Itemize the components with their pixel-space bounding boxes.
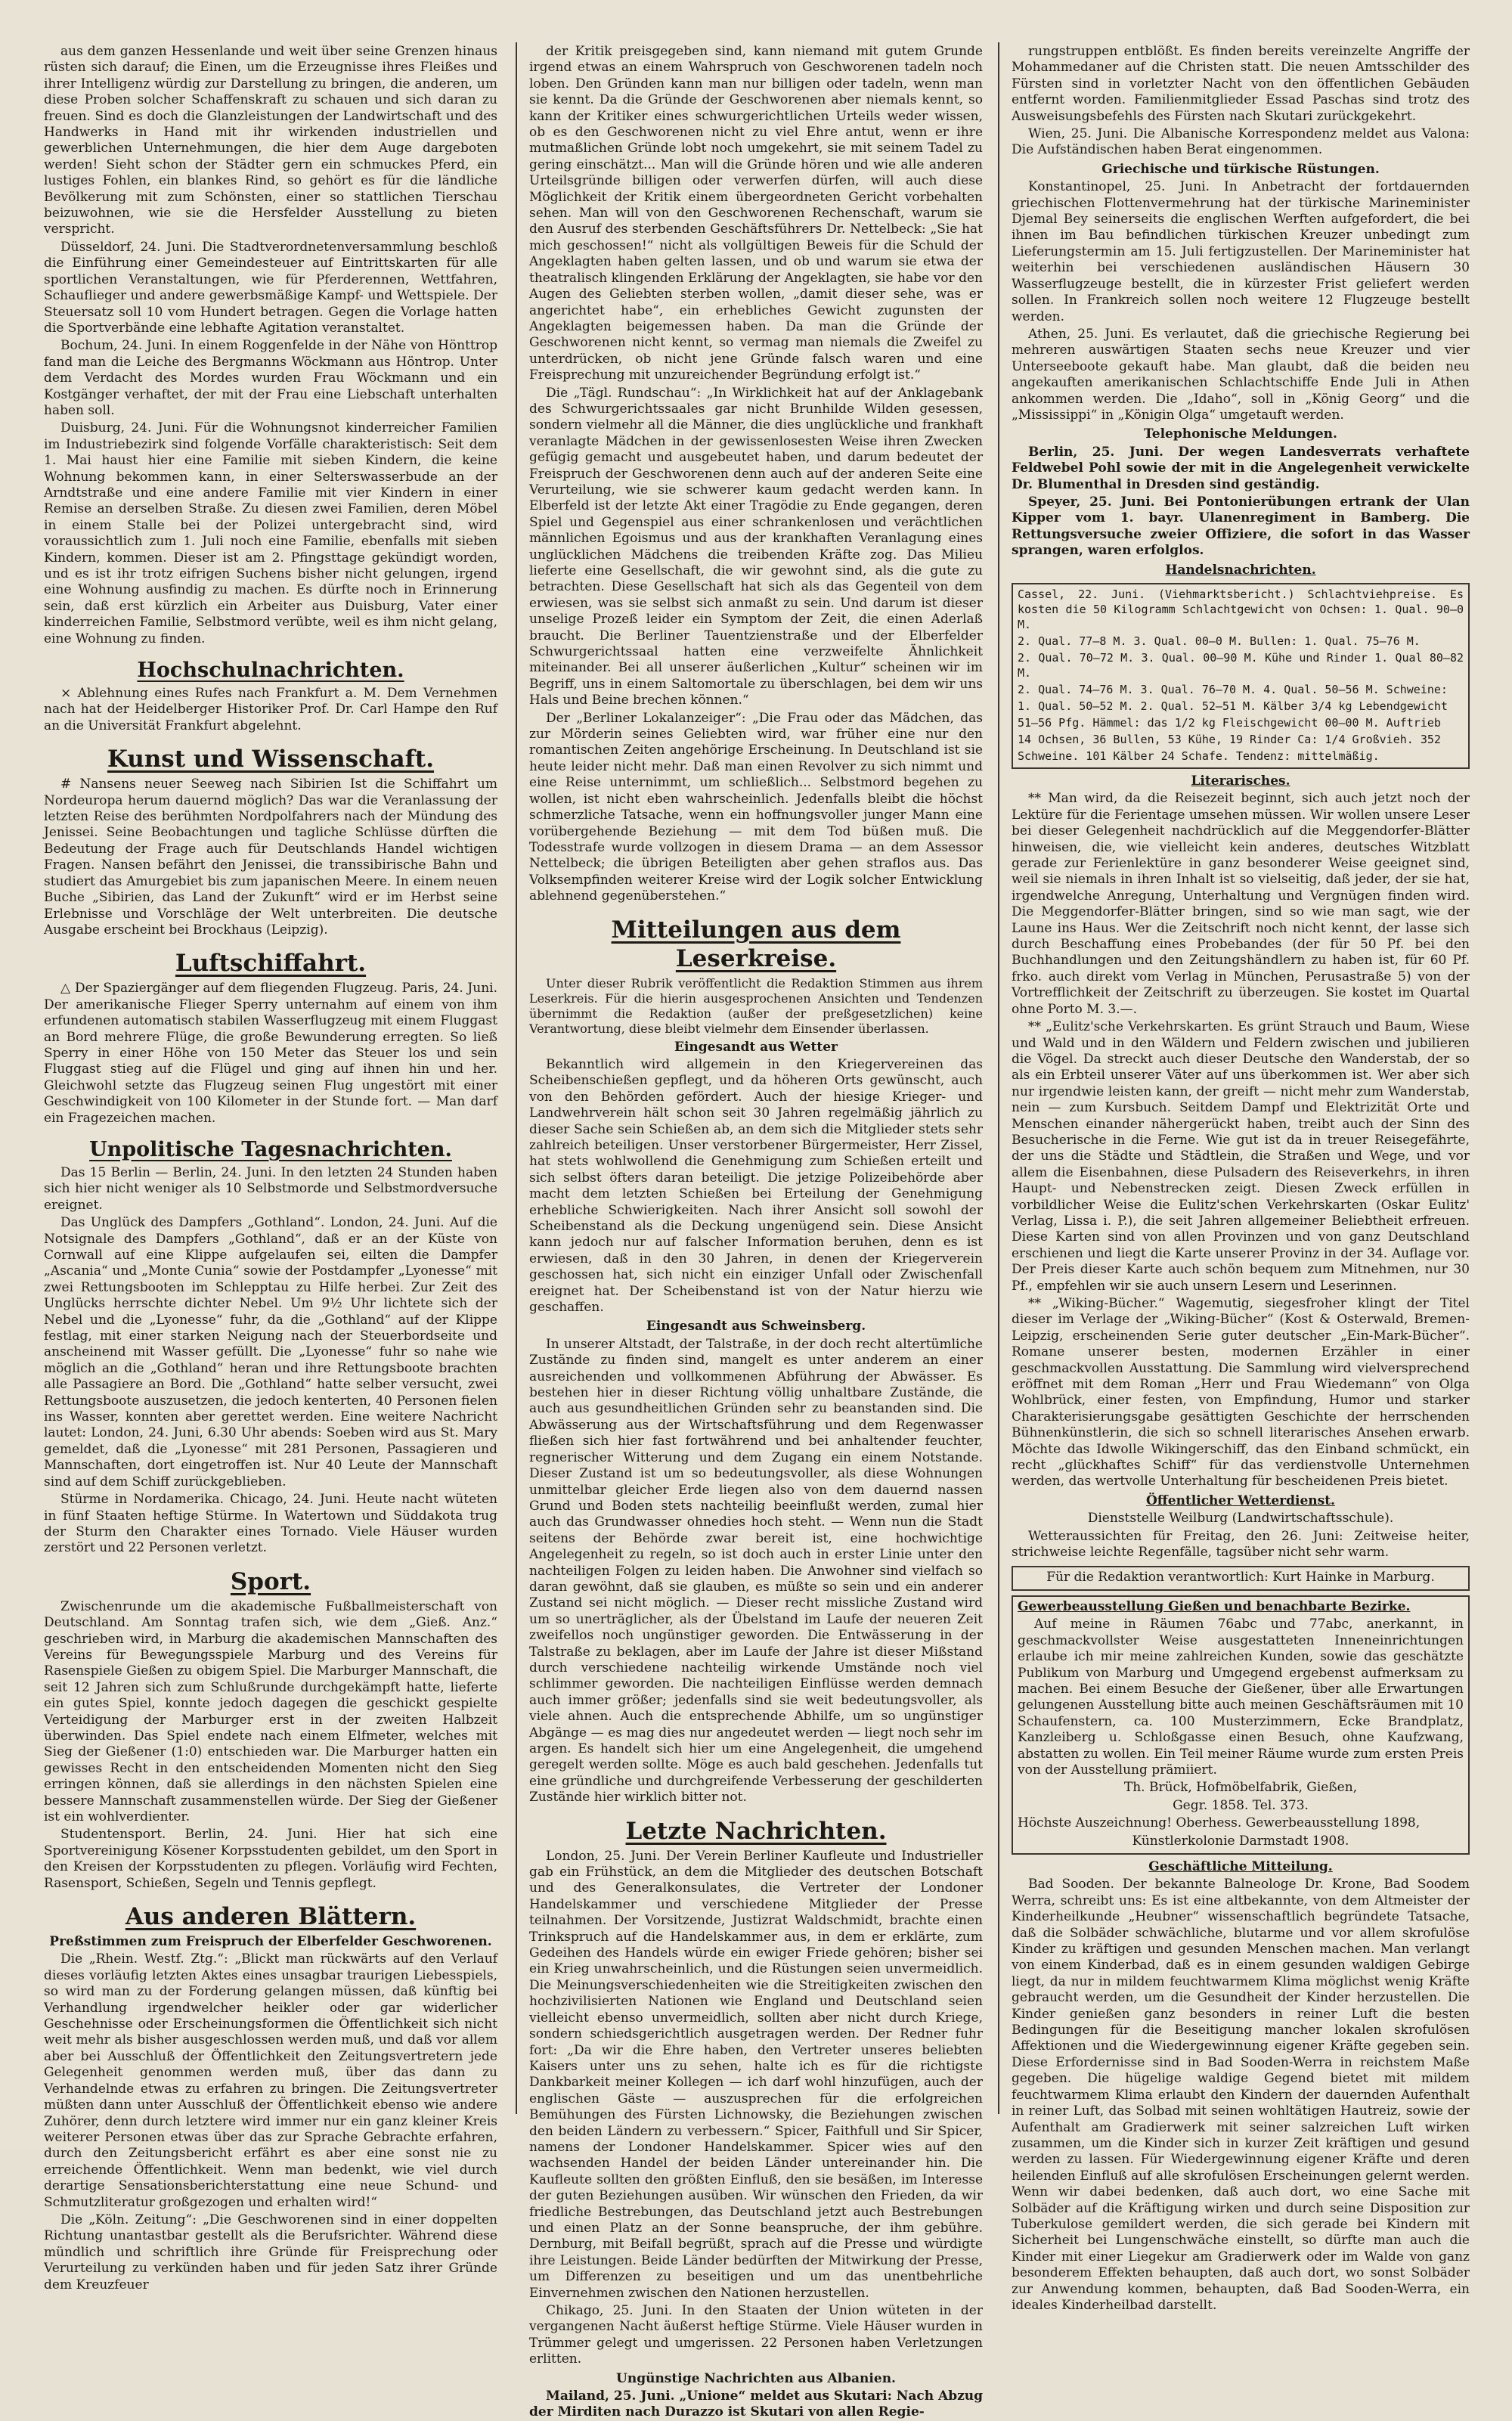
section-subheading: Griechische und türkische Rüstungen. bbox=[1101, 161, 1380, 177]
weather-station: Dienststelle Weilburg (Landwirtschaftsschule). bbox=[1087, 1511, 1394, 1527]
article-paragraph: Zwischenrunde um die akademische Fußballmeisterschaft von Deutschland. Am Sonntag trafen sich, wie dem „Gieß. Anz.“ geschrieben wird, in Marburg die akademischen Mannschaften des Vereins für Bewegungsspiele Marburg und des Vereins für Rasenspiele Gießen zu obigem Spiel. Die Marburger Mannschaft, die seit 12 Jahren sich zum Schlußrunde durchgekämpft hatte, lieferte ein gutes Spiel, konnte jedoch dagegen die geschickt gespielte Verteidigung der Marburger erst in der zweiten Halbzeit überwinden. Das Spiel endete nach einem Elfmeter, welches mit Sieg der Gießener (1:0) entschieden war. Die Marburger hatten ein gewisses Recht in den entscheidenden Momenten nicht den Sieg erringen können, daß sie allerdings in den nächsten Spielen eine bessere Mannschaft zusammenstellen würde. Der Sieg der Gießener ist ein wohlverdienter. bbox=[44, 1598, 497, 1824]
section-subheading: Geschäftliche Mitteilung. bbox=[1148, 1859, 1333, 1874]
article-paragraph: Bochum, 24. Juni. In einem Roggenfelde in der Nähe von Hönttrop fand man die Leiche des Bergmanns Wöckmann aus Höntrop. Unter dem Verdacht des Mordes wurden Frau Wöckmann und ein Kostgänger verhaftet, der mit der Frau eine Liebschaft unterhalten haben soll. bbox=[44, 338, 497, 418]
article-paragraph: Mailand, 25. Juni. „Unione“ meldet aus Skutari: Nach Abzug der Mirditen nach Durazzo ist Skutari von allen Regie- bbox=[529, 2388, 983, 2420]
market-report-box bbox=[1012, 583, 1470, 769]
weather-forecast: Wetteraussichten für Freitag, den 26. Juni: Zeitweise heiter, strichweise leichte Regenfälle, tagsüber nicht sehr warm. bbox=[1012, 1528, 1470, 1561]
section-heading: Letzte Nachrichten. bbox=[625, 1817, 887, 1845]
article-paragraph: In unserer Altstadt, der Talstraße, in der doch recht altertümliche Zustände zu finden sind, mangelt es unter anderem an einer ausreichenden und vollkommenen Abführung der Abwässer. Es bestehen hier in dieser Richtung völlig unhaltbare Zustände, die auch aus gesundheitlichen Gründen sehr zu beanstanden sind. Die Abwässerung aus der Wirtschaftsführung und dem Regenwasser fließen sich hier fast fortwährend und bei anhaltender feuchter, regnerischer Witterung und dem Zugang ein einem Notstande. Dieser Zustand ist um so bedeutungsvoller, als diese Wohnungen unmittelbar gleicher Erde liegen also von dem dauernd nassen Grund und Boden stets nachteilig beeinflußt werden, zumal hier auch das Grundwasser ohnedies hoch steht. — Wenn nun die Stadt seitens der Behörde zwar bereit ist, eine hochwichtige Angelegenheit zu regeln, so ist doch auch in erster Linie unter den nachteiligen Folgen zu leiden haben. Die Anwohner sind vielfach so daran gewöhnt, daß sie glauben, es müßte so sein und ein anderer Zustand sei nicht möglich. — Dieser recht missliche Zustand wird um so unerträglicher, als der Übelstand im Laufe der neueren Zeit zweifellos noch ungünstiger geworden. Die Entwässerung in der Talstraße zu beklagen, aber im Laufe der Jahre ist dieser Mißstand durch verschiedene nachteilig wirkende Umstände noch viel schlimmer geworden. Die nachteiligen Einflüsse werden demnach auch immer größer; jedenfalls sind sie weit bedeutungsvoller, als viele ahnen. Auch die entsprechende Abhilfe, um so ungünstiger Abgänge — es mag dies nur angedeutet werden — liegt noch sehr im argen. Es handelt sich hier um eine Angelegenheit, die umgehend geregelt werden sollte. Möge es auch bald geschehen. Jedenfalls tut eine gründliche und durchgreifende Verbesserung der geschilderten Zustände hier wirklich bitter not. bbox=[529, 1336, 983, 1806]
market-line: Schweine. 101 Kälber 24 Schafe. Tendenz: mittelmäßig. bbox=[1018, 749, 1380, 763]
section-heading: Unpolitische Tagesnachrichten. bbox=[89, 1137, 452, 1161]
column-2 bbox=[529, 44, 983, 2420]
column-1 bbox=[44, 44, 497, 2292]
market-line: 1. Qual. 50—52 M. 2. Qual. 52—51 M. Kälber 3/4 kg Lebendgewicht bbox=[1018, 699, 1448, 713]
column-rule bbox=[998, 42, 999, 2114]
article-paragraph: Chikago, 25. Juni. In den Staaten der Union wüteten in der vergangenen Nacht äußerst heftige Stürme. Viele Häuser wurden in Trümmer gelegt und umgerissen. 22 Personen haben Verletzungen erlitten. bbox=[529, 2303, 983, 2367]
article-paragraph: Duisburg, 24. Juni. Für die Wohnungsnot kinderreicher Familien im Industriebezirk sind folgende Vorfälle charakteristisch: Seit dem 1. Mai haust hier eine Familie mit sieben Kindern, die keine Wohnung bekommen kann, in einer Selterswasserbude an der Arndtstraße und eine andere Familie mit vier Kindern in einer Remise an derselben Straße. Zu diesen zwei Familien, deren Möbel in einem Stalle bei der Polizei untergebracht sind, wird voraussichtlich zum 1. Juli noch eine Familie, ebenfalls mit sieben Kindern, kommen. Dieser ist am 2. Pfingsttage gekündigt worden, und es ist ihr trotz eifrigen Suchens bisher nicht gelungen, irgend eine Wohnung ausfindig zu machen. Es dürfte noch in Erinnerung sein, daß erst kürzlich ein Arbeiter aus Duisburg, Vater einer kinderreichen Familie, Selbstmord verübte, weil es ihm nicht gelang, eine Wohnung zu finden. bbox=[44, 420, 497, 646]
section-heading: Sport. bbox=[230, 1567, 311, 1595]
article-paragraph: Studentensport. Berlin, 24. Juni. Hier hat sich eine Sportvereinigung Kösener Korpsstudenten gebildet, um den Sport in den Kreisen der Korpsstudenten zu pflegen. Vorläufig wird Fechten, Rasensport, Schießen, Segeln und Tennis gepflegt. bbox=[44, 1827, 497, 1891]
section-subheading: Telephonische Meldungen. bbox=[1144, 426, 1337, 442]
section-subheading: Literarisches. bbox=[1191, 773, 1290, 789]
editor-line: Für die Redaktion verantwortlich: Kurt Hainke in Marburg. bbox=[1046, 1569, 1435, 1585]
article-paragraph: Der „Berliner Lokalanzeiger“: „Die Frau oder das Mädchen, das zur Mörderin seines Geliebten wird, war früher eine nur den romantischen Zeiten angehörige Erscheinung. In Deutschland ist sie heute leider nicht mehr. Daß man einen Revolver zu sich nimmt und eine Reise unternimmt, um schließlich... Selbstmord begehen zu wollen, ist nicht eben wahrscheinlich. Jedenfalls bleibt die höchst schmerzliche Tatsache, wenn ein hoffnungsvoller junger Mann eine vorübergehende Beziehung — mit dem Tod büßen muß. Die Todesstrafe wurde vollzogen in diesem Drama — an dem Assessor Nettelbeck; die übrigen Beteiligten aber gehen straflos aus. Das Volksempfinden weiterer Kreise wird der Logik solcher Entwicklung ablehnend gegenüberstehen.“ bbox=[529, 710, 983, 904]
article-paragraph: △ Der Spaziergänger auf dem fliegenden Flugzeug. Paris, 24. Juni. Der amerikanische Flieger Sperry unternahm auf einem von ihm erfundenen automatisch stabilen Wasserflugzeug mit einem Fluggast an Bord mehrere Flüge, die große Bewunderung erregten. So ließ Sperry in einer Höhe von 150 Meter das Steuer los und sein Fluggast stieg auf die Flügel und ging auf ihnen hin und her. Gleichwohl setzte das Flugzeug seinen Flug ungestört mit einer Geschwindigkeit von 100 Kilometer in der Stunde fort. — Man darf ein Fragezeichen machen. bbox=[44, 981, 497, 1126]
article-paragraph: der Kritik preisgegeben sind, kann niemand mit gutem Grunde irgend etwas an einem Wahrspruch von Geschworenen tadeln noch loben. Den Gründen kann man nur billigen oder tadeln, wenn man sie kennt. Da die Gründe der Geschworenen aber niemals kennt, so kann der Kritiker eines schwurgerichtlichen Urteils weder wissen, ob es den Geschworenen nicht zu viel Ehre antut, wenn er ihre mutmaßlichen Gründe lobt noch umgekehrt, sie mit seinem Tadel zu gering einschätzt... Man will die Gründe hören und wie alle anderen Urteilsgründe billigen oder verwerfen dürfen, will auch diese Möglichkeit der Kritik einem übergeordneten Gericht vorbehalten sehen. Man will von den Geschworenen Rechenschaft, warum sie den Ausruf des sterbenden Geschäftsführers Dr. Nettelbeck: „Sie hat mich geschossen!“ nicht als vollgültigen Beweis für die Schuld der Angeklagten haben gelten lassen, und ob und warum sie etwa der theatralisch klingenden Erklärung der Angeklagten, sie habe vor den Augen des Geliebten sterben wollen, „damit dieser sehe, was er angerichtet habe“, ein erhebliches Gewicht zugunsten der Angeklagten beigemessen haben. Da man die Gründe der Geschworenen nicht kennt, so vermag man niemals die Zweifel zu unterdrücken, ob nicht jene Gründe falsch waren und eine Freisprechung mit unzureichender Begründung erfolgt ist.“ bbox=[529, 44, 983, 383]
article-paragraph: aus dem ganzen Hessenlande und weit über seine Grenzen hinaus rüsten sich darauf; die Einen, um die Erzeugnisse ihres Fleißes und ihrer Intelligenz würdig zur Darstellung zu bringen, die anderen, um diese Proben solcher Schaffenskraft zu schauen und sich daran zu freuen. Sind es doch die Glanzleistungen der Landwirtschaft und des Handwerks in Hand mit ihr wirkenden industriellen und gewerblichen Unternehmungen, die hier dem Auge dargeboten werden! Sieht schon der Städter gern ein schmuckes Pferd, ein lustiges Fohlen, ein blankes Rind, so gehört es für die ländliche Bevölkerung mit zum Schönsten, einer so stattlichen Tierschau beizuwohnen, wie sie die Hersfelder Ausstellung zu bieten verspricht. bbox=[44, 44, 497, 237]
section-heading: Luftschiffahrt. bbox=[175, 950, 367, 978]
article-paragraph: × Ablehnung eines Rufes nach Frankfurt a. M. Dem Vernehmen nach hat der Heidelberger Historiker Prof. Dr. Carl Hampe den Ruf an die Universität Frankfurt abgelehnt. bbox=[44, 686, 497, 733]
section-subheading: Ungünstige Nachrichten aus Albanien. bbox=[616, 2370, 896, 2386]
article-paragraph: Das 15 Berlin — Berlin, 24. Juni. In den letzten 24 Stunden haben sich hier nicht weniger als 10 Selbstmorde und Selbstmordversuche ereignet. bbox=[44, 1164, 497, 1213]
column-rule bbox=[516, 42, 517, 2114]
section-subheading: Preßstimmen zum Freispruch der Elberfelder Geschworenen. bbox=[49, 1934, 492, 1950]
section-heading: Aus anderen Blättern. bbox=[125, 1903, 417, 1931]
editorial-note: Unter dieser Rubrik veröffentlicht die Redaktion Stimmen aus ihrem Leserkreis. Für die hierin ausgesprochenen Ansichten und Tendenzen übernimmt die Redaktion (außer der preßgesetzlichen) keine Verantwortung, diese bleibt vielmehr dem Einsender überlassen. bbox=[529, 975, 983, 1036]
article-paragraph: Berlin, 25. Juni. Der wegen Landesverrats verhaftete Feldwebel Pohl sowie der mit in die Angelegenheit verwickelte Dr. Blumenthal in Dresden sind geständig. bbox=[1012, 444, 1470, 492]
ad-founded: Gegr. 1858. Tel. 373. bbox=[1173, 1797, 1309, 1813]
ad-title: Gewerbeausstellung Gießen und benachbarte Bezirke. bbox=[1018, 1598, 1411, 1614]
article-paragraph: ** „Eulitz'sche Verkehrskarten. Es grünt Strauch und Baum, Wiese und Wald und in den Wäldern und Feldern zwischen und jubilieren die Vögel. Da streckt auch dieser Deutsche den Wanderstab, der so als ein Erbteil unserer Väter auf uns überkommen ist. Wer aber sich nur irgendwie leisten kann, der greift — nicht mehr zum Wanderstab, nein — zum Kursbuch. Seitdem Dampf und Elektrizität Orte und Menschen einander nähergerückt haben, treibt auch der Sinn des Besucherische in die Ferne. Wie gut ist da in treuer Reisegefährte, der uns die Städte und Städtlein, die Straßen und Wege, und vor allem die Eisenbahnen, diese Pulsadern des Reiseverkehrs, in ihren Haupt- und Nebenstrecken zeigt. Diesen Zweck erfüllen in vorbildlicher Weise die Eulitz'schen Verkehrskarten (Oskar Eulitz' Verlag, Lissa i. P.), die seit Jahren allgemeiner Beliebtheit erfreuen. Diese Karten sind von allen Provinzen und von ganz Deutschland erschienen und liegt die Karte unserer Provinz in der 34. Auflage vor. Der Preis dieser Karte auch schön bequem zum Mitnehmen, nur 30 Pf., empfehlen wir sie auch unsern Lesern und Leserinnen. bbox=[1012, 1019, 1470, 1294]
market-line: Cassel, 22. Juni. (Viehmarktsbericht.) Schlachtviehpreise. Es kosten die 50 Kilogramm Schlachtgewicht von Ochsen: 1. Qual. 90—0 M. bbox=[1018, 587, 1464, 631]
market-line: 2. Qual. 74—76 M. 3. Qual. 76—70 M. 4. Qual. 50—56 M. Schweine: bbox=[1018, 683, 1448, 696]
article-paragraph: ** Man wird, da die Reisezeit beginnt, sich auch jetzt noch der Lektüre für die Ferientage umsehen müssen. Wir wollen unsere Leser bei dieser Gelegenheit nachdrücklich auf die Meggendorfer-Blätter hinweisen, die, wie vielleicht kein anderes, deutsches Witzblatt gerade zur Ferienlektüre in ganz besonderer Weise geeignet sind, weil sie niemals in ihren Inhalt ist so vielseitig, daß jeder, der sie hat, irgendwelche Anregung, Unterhaltung und Vergnügen finden wird. Die Meggendorfer-Blätter bringen, sind so wie man sagt, wie der Laune ins Haus. Wer die Zeitschrift noch nicht kennt, der lasse sich durch Beschaffung eines Probebandes (der für 50 Pf. bei den Buchhandlungen und den Zeitungshändlern zu haben ist, für 60 Pf. frko. auch direkt vom Verlag in München, Perusastraße 5) von der Vortrefflichkeit der Zeitschrift zu überzeugen. Sie kostet im Quartal ohne Porto M. 3.—. bbox=[1012, 791, 1470, 1017]
advertisement-box bbox=[1012, 1595, 1470, 1855]
ad-firm: Th. Brück, Hofmöbelfabrik, Gießen, bbox=[1123, 1780, 1358, 1796]
section-heading: Hochschulnachrichten. bbox=[137, 659, 404, 683]
ad-award: Künstlerkolonie Darmstadt 1908. bbox=[1132, 1833, 1349, 1849]
section-heading: Mitteilungen aus dem Leserkreise. bbox=[611, 916, 901, 972]
article-paragraph: Die „Köln. Zeitung“: „Die Geschworenen sind in einer doppelten Richtung unantastbar gestellt als die Berufsrichter. Während diese mündlich und schriftlich ihre Gründe für Freisprechung oder Verurteilung zu verkünden haben und für jeden Satz ihrer Gründe dem Kreuzfeuer bbox=[44, 2212, 497, 2292]
article-paragraph: London, 25. Juni. Der Verein Berliner Kaufleute und Industrieller gab ein Frühstück, an dem die Mitglieder des deutschen Botschaft und des Generalkonsulates, die Vertreter der Londoner Handelskammer und verschiedene Mitglieder der Presse teilnahmen. Der Vorsitzende, Justizrat Waldschmidt, brachte einen Trinkspruch auf die Handelskammer aus, in dem er erklärte, zum Gedeihen des Handels würde ein ewiger Friede gehören; bisher sei ein Krieg unwahrscheinlich, und die Rüstungen seien unvermeidlich. Die Meinungsverschiedenheiten wie die Streitigkeiten zwischen den hochzivilisierten Nationen wie England und Deutschland seien vielleicht ebenso unvermeidlich, sollten aber nicht durch Kriege, sondern schiedsgerichtlich ausgetragen werden. Der Redner fuhr fort: „Da wir die Ehre haben, den Vertreter unseres beliebten Kaisers unter uns zu sehen, halte ich es für die richtigste Dankbarkeit meiner Kollegen — ich darf wohl hinzufügen, auch der englischen Gäste — auszusprechen für die erfolgreichen Bemühungen des Fürsten Lichnowsky, die Beziehungen zwischen den beiden Ländern zu verbessern.“ Spicer, Faithfull und Sir Spicer, namens der Londoner Handelskammer. Spicer wies auf den wachsenden Handel der beiden Länder untereinander hin. Die Kaufleute sollten den größten Einfluß, den sie besäßen, im Interesse der guten Beziehungen ausüben. Wir wünschen den Frieden, da wir friedliche Bestrebungen, das Deutschland jetzt auch Bestrebungen und einen Platz an der Sonne beanspruche, der ihm gebühre. Dernburg, mit Beifall begrüßt, sprach auf die Presse und würdigte ihre Leistungen. Beide Länder bedürften der Mitwirkung der Presse, um Differenzen zu beseitigen und um das unentbehrliche Einvernehmen zwischen den Nationen herzustellen. bbox=[529, 1848, 983, 2301]
market-line: 14 Ochsen, 36 Bullen, 53 Kühe, 19 Rinder Ca: 1/4 Großvieh. 352 bbox=[1018, 733, 1441, 746]
article-paragraph: ** „Wiking-Bücher.“ Wagemutig, siegesfroher klingt der Titel dieser im Verlage der „Wiking-Bücher“ (Kost & Osterwald, Bremen-Leipzig, erscheinenden Serie guter deutscher „Ein-Mark-Bücher“. Romane unserer besten, modernen Erzähler in einer geschmackvollen Ausstattung. Die Sammlung wird vielversprechend eröffnet mit dem Roman „Herr und Frau Wiedemann“ von Olga Wohlbrück, einer festen, von Empfindung, Humor und starker Charakterisierungsgabe gesättigten Geschichte der herrschenden Bühnenkünstlerin, die sich so schnell literarisches Ansehen erwarb. Möchte das Idwolle Wikingerschiff, das den Einband schmückt, ein recht „glückhaftes Schiff“ für das verdienstvolle Unternehmen werden, das wertvolle Unterhaltung für bescheidenen Preis bietet. bbox=[1012, 1296, 1470, 1489]
article-paragraph: # Nansens neuer Seeweg nach Sibirien Ist die Schiffahrt um Nordeuropa herum dauernd möglich? Das war die Veranlassung der letzten Reise des berühmten Nordpolfahrers nach der Mündung des Jenissei. Seine Beobachtungen und tagliche Schlüsse dürften die Bedeutung der Frage auch für Deutschlands Handel wichtigen Fragen. Nansen befährt den Jenissei, die transsibirische Bahn und studiert das Amurgebiet bis zum japanischen Meere. In einem neuen Buche „Sibirien, das Land der Zukunft“ wird er im Herbst seine Erlebnisse und Vorschläge der Welt unterbreiten. Die deutsche Ausgabe erscheint bei Brockhaus (Leipzig). bbox=[44, 777, 497, 938]
section-subheading: Eingesandt aus Schweinsberg. bbox=[646, 1319, 866, 1334]
article-paragraph: Die „Tägl. Rundschau“: „In Wirklichkeit hat auf der Anklagebank des Schwurgerichtssaales gar nicht Brunhilde Wilden gesessen, sondern vielmehr all die Männer, die dies unglückliche und frankhaft veranlagte Mädchen in der gewissenlosesten Weise ihren Zwecken gefügig gemacht und ausgebeutet haben, und darum bedeutet der Freispruch der Geschworenen denn auch auf der anderen Seite eine Verurteilung, wie sie schwerer kaum gedacht werden kann. In Elberfeld ist der letzte Akt einer Tragödie zu Ende gegangen, deren Spiel und Gegenspiel aus einer schrankenlosen und verächtlichen männlichen Egoismus und aus der krankhaften Veranlagung eines unglücklichen Mädchens die treibenden Kräfte zog. Das Milieu lieferte eine Gesellschaft, die wir gewohnt sind, als die gute zu betrachten. Diese Gesellschaft hat sich als das Gegenteil von dem erwiesen, was sie selbst sich anmaßt zu sein. Und darum ist dieser unselige Prozeß leider ein Symptom der Zeit, die einen Aderlaß braucht. Die Berliner Tauentzienstraße und der Elberfelder Schwurgerichtssaal hatten eine verzweifelte Ähnlichkeit miteinander. Bei all unserer äußerlichen „Kultur“ scheinen wir im Begriff, uns in einem Saltomortale zu überschlagen, bei dem wir uns Hals und Beine brechen können.“ bbox=[529, 385, 983, 708]
article-paragraph: Athen, 25. Juni. Es verlautet, daß die griechische Regierung bei mehreren auswärtigen Staaten sechs neue Kreuzer und vier Unterseeboote gekauft habe. Man glaubt, daß die beiden neu angekauften amerikanischen Schlachtschiffe Ende Juli in Athen ankommen werden. Die „Idaho“, soll in „König Georg“ und die „Mississippi“ in „Königin Olga“ umgetauft werden. bbox=[1012, 326, 1470, 423]
imprint-box bbox=[1012, 1566, 1470, 1591]
article-paragraph: Düsseldorf, 24. Juni. Die Stadtverordnetenversammlung beschloß die Einführung einer Gemeindesteuer auf Eintrittskarten für alle sportlichen Veranstaltungen, wie für Pferderennen, Wettfahren, Schauflieger und andere gewerbsmäßige Kampf- und Wettspiele. Der Steuersatz soll 10 vom Hundert betragen. Gegen die Vorlage hatten die Sportverbände eine lebhafte Agitation veranstaltet. bbox=[44, 239, 497, 336]
article-paragraph: Speyer, 25. Juni. Bei Pontonierübungen ertrank der Ulan Kipper vom 1. bayr. Ulanenregiment in Bamberg. Die Rettungsversuche zweier Offiziere, die sofort in das Wasser sprangen, waren erfolglos. bbox=[1012, 494, 1470, 559]
section-subheading: Öffentlicher Wetterdienst. bbox=[1146, 1493, 1335, 1508]
column-3 bbox=[1012, 44, 1470, 2313]
ad-award: Höchste Auszeichnung! Oberhess. Gewerbeausstellung 1898, bbox=[1018, 1815, 1421, 1831]
article-paragraph: Das Unglück des Dampfers „Gothland“. London, 24. Juni. Auf die Notsignale des Dampfers „Gothland“, daß er an der Küste von Cornwall auf eine Klippe aufgelaufen sei, eilten die Dampfer „Ascania“ und „Monte Cunia“ sowie der Postdampfer „Lyonesse“ mit zwei Rettungsbooten im Schlepptau zu Hilfe herbei. Zur Zeit des Unglücks herrschte dichter Nebel. Um 9½ Uhr lichtete sich der Nebel und die „Lyonesse“ fuhr, da die „Gothland“ auf der Klippe festlag, mit einer starken Neigung nach der Steuerbordseite und anscheinend mit Wasser gefüllt. Die „Lyonesse“ fuhr so nahe wie möglich an die „Gothland“ heran und ihre Rettungsboote brachten alle Passagiere an Bord. Die „Gothland“ hatte selber versucht, zwei Rettungsboote auszusetzen, die jedoch kenterten, 40 Personen fielen ins Wasser, konnten aber gerettet werden. Eine weitere Nachricht lautet: London, 24. Juni, 6.30 Uhr abends: Soeben wird aus St. Mary gemeldet, daß die „Lyonesse“ mit 281 Personen, Passagieren und Mannschaften, dort eingetroffen ist. Nur 40 Leute der Mannschaft sind auf dem Schiff zurückgeblieben. bbox=[44, 1215, 497, 1489]
article-paragraph: Wien, 25. Juni. Die Albanische Korrespondenz meldet aus Valona: Die Aufständischen haben Berat eingenommen. bbox=[1012, 126, 1470, 158]
article-paragraph: Konstantinopel, 25. Juni. In Anbetracht der fortdauernden griechischen Flottenvermehrung hat der türkische Marineminister Djemal Bey seinerseits die englischen Werften aufgefordert, die bei ihnen im Bau befindlichen türkischen Kreuzer unbedingt zum Lieferungstermin am 15. Juli fertigzustellen. Der Marineminister hat weiterhin bei verschiedenen ausländischen Häusern 30 Wasserflugzeuge bestellt, die in kürzester Frist geliefert werden sollen. In Frankreich sollen noch weitere 12 Flugzeuge bestellt werden. bbox=[1012, 179, 1470, 324]
article-paragraph: Bad Sooden. Der bekannte Balneologe Dr. Krone, Bad Soodem Werra, schreibt uns: Es ist eine altbekannte, von dem Altmeister der Kinderheilkunde „Heubner“ wissenschaftlich begründete Tatsache, daß die Solbäder schwächliche, blutarme und vor allem skrofulöse Kinder zu kräftigen und gesunden Menschen machen. Man verlangt von einem Kinderbad, daß es in einem gesunden waldigen Gebirge liegt, da nur in mildem feuchtwarmem Klima möglichst wenig Kräfte gebraucht werden, um die Gesundheit der Kinder herzustellen. Die Kinder genießen ganz besonders in reiner Luft die besten Bedingungen für die Beseitigung mancher lokalen skrofulösen Affektionen und die Wiedergewinnung eigener Kräfte gegeben sein. Diese Erfordernisse sind in Bad Sooden-Werra in reichstem Maße gegeben. Die hügelige waldige Gegend bietet mit mildem feuchtwarmem Klima erlaubt den Kindern der dauernden Aufenthalt in reiner Luft, das Solbad mit seinen wohltätigen Hautreiz, sowie der Aufenthalt am Gradierwerk mit seiner salzreichen Luft wirken zusammen, um die Kinder sich in kurzer Zeit kräftigen und gesund werden zu lassen. Für Wiedergewinnung eigener Kräfte und deren heilenden Einfluß auf alle skrofulösen Erscheinungen gelernt werden. Wenn wir dabei bedenken, daß auch dort, wo eine Sache mit Solbäder auf die Kräftigung wirken und durch seine Disposition zur Tuberkulose gemildert werden, die sich gerade bei Kindern mit Sicherheit bei Lungenschwäche einstellt, so dürfte man auch die Kinder mit einer Liegekur am Gradierwerk oder im Walde von ganz besonderem Effekten behaupten, daß auch dort, wo sonst Solbäder zur Anwendung kommen, behaupten, daß Bad Sooden-Werra, ein ideales Kinderheilbad darstellt. bbox=[1012, 1877, 1470, 2313]
article-paragraph: Stürme in Nordamerika. Chicago, 24. Juni. Heute nacht wüteten in fünf Staaten heftige Stürme. In Watertown und Süddakota trug der Sturm den Charakter eines Tornado. Viele Häuser wurden zerstört und 22 Personen verletzt. bbox=[44, 1492, 497, 1556]
article-paragraph: rungstruppen entblößt. Es finden bereits vereinzelte Angriffe der Mohammedaner auf die Christen statt. Die neuen Amtsschilder des Fürsten sind in vorletzter Nacht von den öffentlichen Gebäuden entfernt worden. Familienmitglieder Essad Paschas sind trotz des Ausweisungsbefehls des Fürsten nach Skutari zurückgekehrt. bbox=[1012, 44, 1470, 124]
article-paragraph: Die „Rhein. Westf. Ztg.“: „Blickt man rückwärts auf den Verlauf dieses vorläufig letzten Aktes eines unsagbar traurigen Liebesspiels, so wird man zu der Forderung gelangen müssen, daß künftig bei Verhandlung irgendwelcher heikler oder gar widerlicher Geschehnisse oder Erscheinungsformen die Öffentlichkeit sich nicht weit mehr als bisher ausgeschlossen werden muß, und daß vor allem aber bei Ausschluß der Öffentlichkeit den Zeitungsvertretern jede Gelegenheit genommen werden muß, über das dann zu Verhandelnde etwas zu erfahren zu bringen. Die Zeitungsvertreter müßten dann unter Ausschluß der Öffentlichkeit ebenso wie andere Zuhörer, denn durch letztere wird immer nur ein ganz kleiner Kreis weiterer Personen etwas über das zur Sprache Gebrachte erfahren, durch den Zeitungsbericht erfährt es aber eine sonst nie zu erreichende Öffentlichkeit. Wenn man bedenkt, wie viel durch derartige Sensationsberichterstattung eine neue Schund- und Schmutzliteratur großgezogen und erhalten wird!“ bbox=[44, 1951, 497, 2210]
market-line: 2. Qual. 70—72 M. 3. Qual. 00—90 M. Kühe und Rinder 1. Qual 80—82 M. bbox=[1018, 651, 1464, 680]
ad-body: Auf meine in Räumen 76abc und 77abc, anerkannt, in geschmackvollster Weise ausgestatteten Inneneinrichtungen erlaube ich mir meine zahlreichen Kunden, sowie das geschätzte Publikum von Marburg und Umgegend ergebenst aufmerksam zu machen. Bei einem Besuche der Gießener, über alle Erwartungen gelungenen Ausstellung bitte auch meinen Geschäftsräumen mit 10 Schaufenstern, ca. 100 Musterzimmern, Ecke Brandplatz, Kanzleiberg u. Schloßgasse einen Besuch, ohne Kaufzwang, abstatten zu wollen. Ein Teil meiner Räume wurde zum ersten Preis von der Ausstellung prämiiert. bbox=[1018, 1617, 1464, 1778]
section-subheading: Eingesandt aus Wetter bbox=[674, 1039, 838, 1055]
section-heading: Kunst und Wissenschaft. bbox=[107, 746, 435, 773]
article-paragraph: Bekanntlich wird allgemein in den Kriegervereinen das Scheibenschießen gepflegt, und da höheren Orts gewünscht, auch von den Behörden gefördert. Auch der hiesige Krieger- und Landwehrverein hält schon seit 30 Jahren regelmäßig jährlich zu dieser Sache sein Schießen ab, an dem sich die Mitglieder stets sehr zahlreich beteiligen. Unser verstorbener Bürgermeister, Herr Zissel, hat stets wohlwollend die Genehmigung zum Schießen erteilt und sich selbst öfters daran beteiligt. Die jetzige Polizeibehörde aber macht dem letzten Schießen bei Erteilung der Genehmigung erhebliche Schwierigkeiten. Nach ihrer Ansicht soll sowohl der Scheibenstand als die Deckung ungenügend sein. Diese Ansicht kann jedoch nur auf falscher Information beruhen, denn es ist erwiesen, daß in den 30 Jahren, in denen der Kriegerverein geschossen hat, sich nicht ein einziger Unfall oder Zwischenfall ereignet hat. Der Scheibenstand ist von der Natur hierzu wie geschaffen. bbox=[529, 1056, 983, 1316]
market-line: 51—56 Pfg. Hämmel: das 1/2 kg Fleischgewicht 00—00 M. Auftrieb bbox=[1018, 716, 1441, 730]
market-line: 2. Qual. 77—8 M. 3. Qual. 00—0 M. Bullen: 1. Qual. 75—76 M. bbox=[1018, 634, 1421, 648]
section-subheading: Handelsnachrichten. bbox=[1165, 562, 1316, 578]
